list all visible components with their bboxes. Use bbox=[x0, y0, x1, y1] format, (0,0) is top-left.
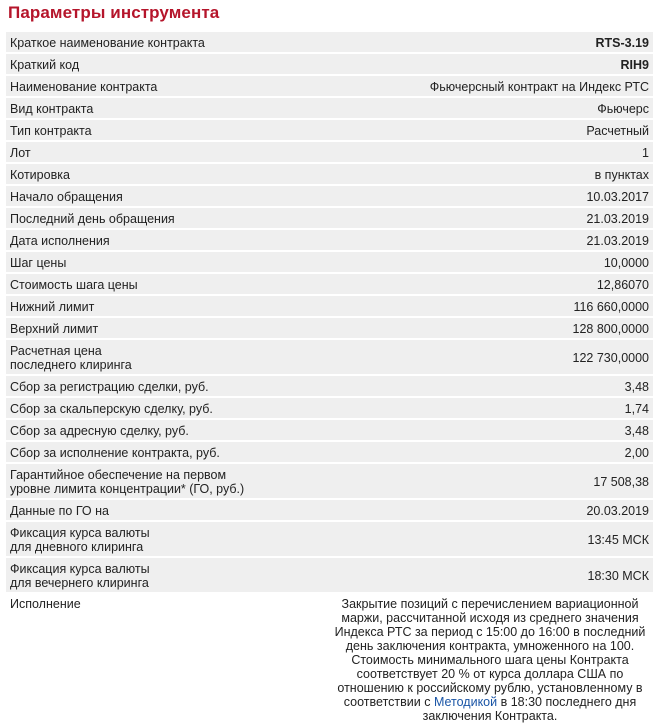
params-table bbox=[6, 30, 653, 726]
table-row bbox=[6, 32, 653, 52]
param-label: Стоимость шага цены bbox=[6, 274, 327, 294]
param-value: 17 508,38 bbox=[327, 464, 653, 498]
execution-text-before: Закрытие позиций с перечислением вариационной маржи, рассчитанной исходя из среднего значения Индекса РТС за период с 15:00 до 16:00 в последний день заключения контракта, умноженного на 100. Стоимость минимального шага цены Контракта соответствует 20 % от курса доллара США по отношению к российскому рублю, установленному в соответствии с bbox=[334, 597, 646, 709]
param-value: 1,74 bbox=[327, 398, 653, 418]
param-value: 10.03.2017 bbox=[327, 186, 653, 206]
table-row bbox=[6, 340, 653, 374]
param-value: 18:30 МСК bbox=[327, 558, 653, 592]
param-value: Фьючерсный контракт на Индекс РТС bbox=[327, 76, 653, 96]
param-value: в пунктах bbox=[327, 164, 653, 184]
methodology-link[interactable]: Методикой bbox=[433, 695, 498, 709]
param-label: Краткий код bbox=[6, 54, 327, 74]
table-row bbox=[6, 558, 653, 592]
table-row bbox=[6, 230, 653, 250]
param-value: 3,48 bbox=[327, 420, 653, 440]
param-label: Наименование контракта bbox=[6, 76, 327, 96]
param-label: Исполнение bbox=[6, 594, 327, 724]
param-label: Шаг цены bbox=[6, 252, 327, 272]
param-value: 13:45 МСК bbox=[327, 522, 653, 556]
table-row bbox=[6, 142, 653, 162]
param-label: Дата исполнения bbox=[6, 230, 327, 250]
param-value: 128 800,0000 bbox=[327, 318, 653, 338]
param-label: Нижний лимит bbox=[6, 296, 327, 316]
table-row-execution bbox=[6, 594, 653, 724]
param-label: Верхний лимит bbox=[6, 318, 327, 338]
param-value: 21.03.2019 bbox=[327, 208, 653, 228]
param-value: 21.03.2019 bbox=[327, 230, 653, 250]
param-label: Начало обращения bbox=[6, 186, 327, 206]
table-row bbox=[6, 442, 653, 462]
param-label: Фиксация курса валюты для вечернего клиринга bbox=[6, 558, 327, 592]
param-label: Сбор за исполнение контракта, руб. bbox=[6, 442, 327, 462]
table-row bbox=[6, 274, 653, 294]
param-value: RTS-3.19 bbox=[327, 32, 653, 52]
param-label: Лот bbox=[6, 142, 327, 162]
param-value: 2,00 bbox=[327, 442, 653, 462]
param-label: Тип контракта bbox=[6, 120, 327, 140]
param-value: Расчетный bbox=[327, 120, 653, 140]
table-row bbox=[6, 522, 653, 556]
param-label: Котировка bbox=[6, 164, 327, 184]
execution-description bbox=[331, 597, 649, 723]
param-value: 20.03.2019 bbox=[327, 500, 653, 520]
param-label: Краткое наименование контракта bbox=[6, 32, 327, 52]
params-table-body bbox=[6, 32, 653, 724]
table-row bbox=[6, 208, 653, 228]
table-row bbox=[6, 252, 653, 272]
param-value: 3,48 bbox=[327, 376, 653, 396]
table-row bbox=[6, 398, 653, 418]
table-row bbox=[6, 376, 653, 396]
param-value bbox=[327, 594, 653, 724]
table-row bbox=[6, 420, 653, 440]
table-row bbox=[6, 318, 653, 338]
param-value: 1 bbox=[327, 142, 653, 162]
param-label: Вид контракта bbox=[6, 98, 327, 118]
table-row bbox=[6, 186, 653, 206]
param-value: 122 730,0000 bbox=[327, 340, 653, 374]
table-row bbox=[6, 464, 653, 498]
table-row bbox=[6, 164, 653, 184]
table-row bbox=[6, 98, 653, 118]
param-label: Фиксация курса валюты для дневного клиринга bbox=[6, 522, 327, 556]
param-value: Фьючерс bbox=[327, 98, 653, 118]
param-label: Гарантийное обеспечение на первом уровне лимита концентрации* (ГО, руб.) bbox=[6, 464, 327, 498]
param-label: Последний день обращения bbox=[6, 208, 327, 228]
table-row bbox=[6, 76, 653, 96]
execution-text-after: в 18:30 последнего дня заключения Контракта. bbox=[422, 695, 637, 723]
param-label: Сбор за адресную сделку, руб. bbox=[6, 420, 327, 440]
table-row bbox=[6, 296, 653, 316]
param-value: 116 660,0000 bbox=[327, 296, 653, 316]
param-label: Сбор за регистрацию сделки, руб. bbox=[6, 376, 327, 396]
table-row bbox=[6, 54, 653, 74]
param-value: 12,86070 bbox=[327, 274, 653, 294]
table-row bbox=[6, 120, 653, 140]
param-label: Расчетная цена последнего клиринга bbox=[6, 340, 327, 374]
param-value: RIH9 bbox=[327, 54, 653, 74]
page-title: Параметры инструмента bbox=[8, 3, 220, 22]
param-label: Данные по ГО на bbox=[6, 500, 327, 520]
param-label: Сбор за скальперскую сделку, руб. bbox=[6, 398, 327, 418]
param-value: 10,0000 bbox=[327, 252, 653, 272]
table-row bbox=[6, 500, 653, 520]
